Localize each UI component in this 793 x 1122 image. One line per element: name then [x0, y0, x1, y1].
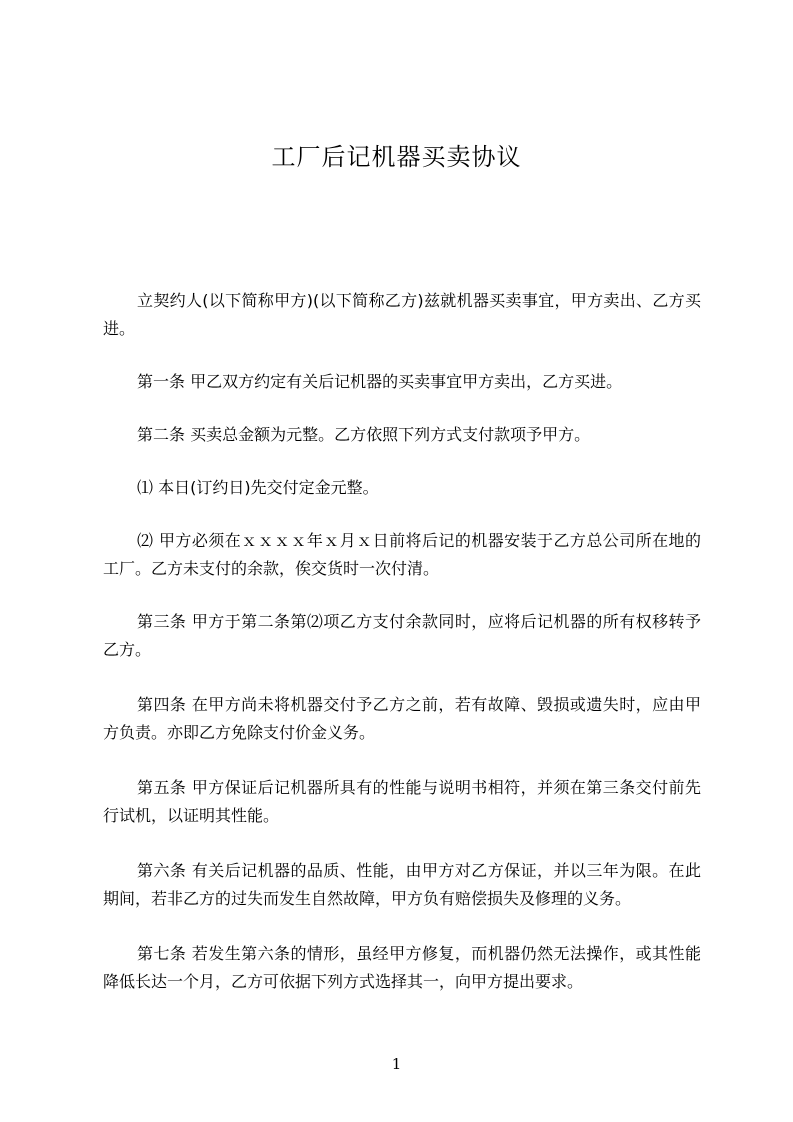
- paragraph-article-2: 第二条 买卖总金额为元整。乙方依照下列方式支付款项予甲方。: [137, 425, 591, 444]
- document-title: 工厂后记机器买卖协议: [271, 143, 522, 171]
- paragraph-article-1: 第一条 甲乙双方约定有关后记机器的买卖事宜甲方卖出，乙方买进。: [137, 372, 623, 391]
- page-number: 1: [391, 1055, 402, 1073]
- document-body: [103, 287, 701, 1023]
- paragraph-article-7: 第七条 若发生第六条的情形，虽经甲方修复，而机器仍然无法操作，或其性能降低长达一个月，乙方可依据下列方式选择其一，向甲方提出要求。: [103, 944, 701, 991]
- paragraph-item-1: ⑴ 本日(订约日)先交付定金元整。: [137, 478, 379, 497]
- paragraph-article-4: 第四条 在甲方尚未将机器交付予乙方之前，若有故障、毁损或遗失时，应由甲方负责。亦即乙方免除支付价金义务。: [103, 695, 701, 742]
- paragraph-article-6: 第六条 有关后记机器的品质、性能，由甲方对乙方保证，并以三年为限。在此期间，若非乙方的过失而发生自然故障，甲方负有赔偿损失及修理的义务。: [103, 861, 701, 908]
- paragraph-item-2: ⑵ 甲方必须在ｘｘｘｘ年ｘ月ｘ日前将后记的机器安装于乙方总公司所在地的工厂。乙方未支付的余款，俟交货时一次付清。: [103, 531, 701, 578]
- paragraph-preamble: 立契约人(以下简称甲方)(以下简称乙方)兹就机器买卖事宜，甲方卖出、乙方买进。: [103, 291, 701, 338]
- paragraph-article-5: 第五条 甲方保证后记机器所具有的性能与说明书相符，并须在第三条交付前先行试机，以证明其性能。: [103, 778, 701, 825]
- paragraph-article-3: 第三条 甲方于第二条第⑵项乙方支付余款同时，应将后记机器的所有权移转予乙方。: [103, 612, 701, 659]
